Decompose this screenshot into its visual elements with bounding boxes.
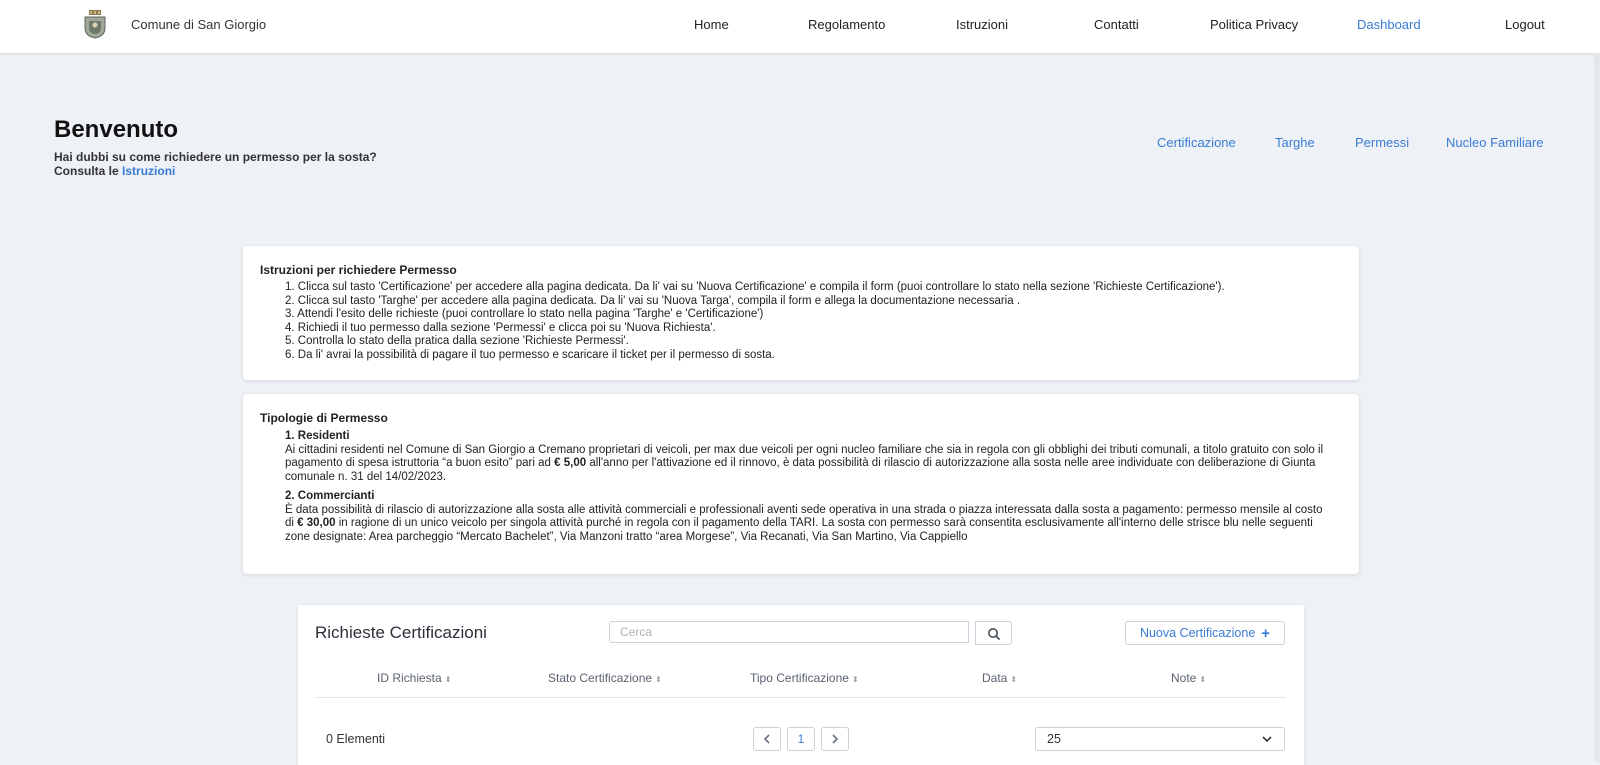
type-commercianti [285,490,1330,544]
instructions-title: Istruzioni per richiedere Permesso [260,263,457,277]
nav-politica-privacy[interactable]: Politica Privacy [1210,17,1299,32]
instruction-step: 3. Attendi l'esito delle richieste (puoi controllare lo stato nella pagina 'Targhe' e 'Certificazione') [285,308,764,320]
subnav-permessi[interactable]: Permessi [1355,135,1410,150]
nav-contatti[interactable]: Contatti [1094,17,1139,32]
sort-icon: ⬍ [655,675,662,684]
richieste-table-card [298,605,1304,765]
help-text: Hai dubbi su come richiedere un permesso per la sosta? [54,150,377,164]
subnav-certificazione[interactable]: Certificazione [1157,135,1236,150]
element-count: 0 Elementi [326,732,386,746]
column-header-id[interactable]: ID Richiesta ⬍ [377,671,452,685]
current-page[interactable]: 1 [787,727,815,751]
next-page-button[interactable] [821,727,849,751]
sort-icon: ⬍ [1199,675,1207,684]
new-button-label: Nuova Certificazione [1139,626,1256,640]
page-scrollbar[interactable] [1594,53,1600,762]
nuova-certificazione-button[interactable] [1125,621,1285,645]
type-residenti [285,430,1330,484]
sort-icon: ⬍ [444,675,452,684]
commercianti-title: 2. Commercianti [285,490,375,502]
page-title: Benvenuto [54,116,179,143]
instruction-step: 2. Clicca sul tasto 'Targhe' per accedere alla pagina dedicata. Da li' vai su 'Nuova Targa', compila il form e allega la documentazione necessaria . [285,294,1021,307]
help-prefix: Consulta le [54,164,119,178]
plus-icon: + [1261,624,1271,642]
chevron-right-icon [830,733,840,745]
search-button[interactable] [975,621,1012,645]
chevron-down-icon [1261,734,1273,744]
column-header-data[interactable]: Data ⬍ [982,671,1018,685]
instructions-list [285,281,1225,362]
search-input[interactable] [609,621,969,643]
chevron-left-icon [762,733,772,745]
prev-page-button[interactable] [753,727,781,751]
nav-logout[interactable]: Logout [1505,17,1545,32]
subnav-nucleo-familiare[interactable]: Nucleo Familiare [1446,135,1544,150]
instruction-step: 4. Richiedi il tuo permesso dalla sezione 'Permessi' e clicca poi su 'Nuova Richiesta'. [285,321,716,334]
help-link-line [54,164,175,178]
column-header-tipo[interactable]: Tipo Certificazione ⬍ [750,671,859,685]
residenti-text: Ai cittadini residenti nel Comune di San Giorgio a Cremano proprietari di veicoli, per max due veicoli per ogni nucleo familiare che sia in regola con gli obblighi dei tributi comunali, a titolo gratuito con solo il pagamento di spesa istruttoria “a buon esito” pari ad € 5,00 all'anno per l'attivazione ed il rinnovo, è data possibilità di rilascio di autorizzazione alla sosta nelle aree individuate con deliberazione di Giunta comunale n. 31 del 14/02/2023. [285,443,1324,483]
page-size-value: 25 [1047,732,1061,746]
table-title: Richieste Certificazioni [315,623,487,642]
instruction-step: 5. Controlla lo stato della pratica dalla sezione 'Richieste Permessi'. [285,335,629,347]
top-navbar [0,0,1600,53]
sort-icon: ⬍ [851,675,859,684]
residenti-title: 1. Residenti [285,430,350,442]
search-icon [976,622,1013,646]
municipality-crest-icon[interactable] [83,10,107,39]
nav-home[interactable]: Home [694,17,729,32]
sort-icon: ⬍ [1010,675,1018,684]
brand-name[interactable]: Comune di San Giorgio [131,17,267,32]
subnav-targhe[interactable]: Targhe [1275,135,1315,150]
nav-istruzioni[interactable]: Istruzioni [956,17,1009,32]
nav-dashboard[interactable]: Dashboard [1357,17,1421,32]
page-size-select[interactable] [1035,727,1285,751]
instructions-card [243,246,1359,380]
column-header-note[interactable]: Note ⬍ [1171,671,1207,685]
permit-types-card [243,394,1359,574]
header-divider [315,697,1286,698]
commercianti-text: È data possibilità di rilascio di autorizzazione alla sosta alle attività commerciali e professionali aventi sede operativa in una strada o piazza interessata dalla sosta a pagamento: permesso mensile al costo di € 30,00 in ragione di un unico veicolo per singola attività purché in regola con il pagamento della TARI. La sosta con permesso sarà consentita esclusivamente all'interno delle strisce blu nelle seguenti zone designate: Area parcheggio “Mercato Bachelet”, Via Manzoni tratto “area Morgese”, Via Recanati, Via San Martino, Via Cappiello [285,503,1323,543]
instruction-step: 1. Clicca sul tasto 'Certificazione' per accedere alla pagina dedicata. Da li' vai su 'Nuova Certificazione' e compila il form (puoi controllare lo stato nella sezione 'Richieste Certificazione'). [285,281,1225,293]
instruction-step: 6. Da li' avrai la possibilità di pagare il tuo permesso e scaricare il ticket per il permesso di sosta. [285,348,775,361]
nav-regolamento[interactable]: Regolamento [808,17,886,32]
istruzioni-link[interactable]: Istruzioni [122,164,176,178]
permit-types-title: Tipologie di Permesso [260,411,388,425]
column-header-stato[interactable]: Stato Certificazione ⬍ [548,671,662,685]
